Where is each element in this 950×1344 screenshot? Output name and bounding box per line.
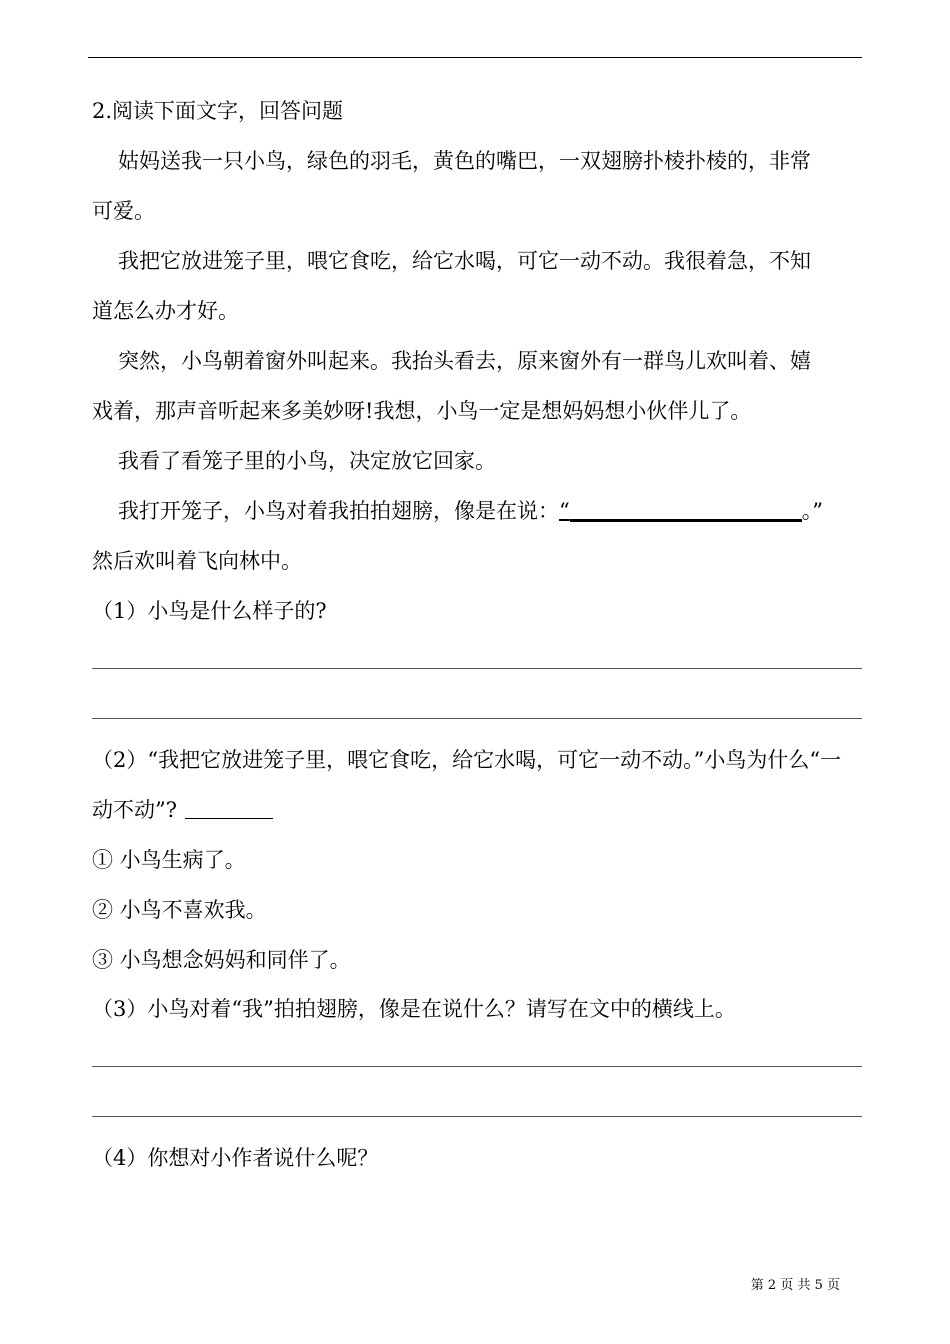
passage-paragraph-2-line-1: 我把它放进笼子里，喂它食吃，给它水喝，可它一动不动。我很着急，不知 <box>118 249 811 273</box>
passage-paragraph-2-line-2: 道怎么办才好。 <box>92 299 239 323</box>
answer-line[interactable] <box>92 718 862 719</box>
passage-paragraph-5-line-1 <box>118 497 823 525</box>
question-1: （1）小鸟是什么样子的? <box>92 599 327 623</box>
answer-line[interactable] <box>92 668 862 669</box>
passage-paragraph-1-line-2: 可爱。 <box>92 199 155 223</box>
question-2-line-2 <box>92 796 273 824</box>
option-3: ③ 小鸟想念妈妈和同伴了。 <box>92 948 351 972</box>
question-3: （3）小鸟对着“我”拍拍翅膀，像是在说什么？请写在文中的横线上。 <box>92 997 736 1021</box>
passage-paragraph-5-line-2: 然后欢叫着飞向林中。 <box>92 549 302 573</box>
option-1: ① 小鸟生病了。 <box>92 848 246 872</box>
question-2-text: 动不动”? <box>92 798 177 822</box>
question-2-line-1: （2）“我把它放进笼子里，喂它食吃，给它水喝，可它一动不动。”小鸟为什么“一 <box>92 748 842 772</box>
option-2: ② 小鸟不喜欢我。 <box>92 898 267 922</box>
answer-line[interactable] <box>92 1066 862 1067</box>
fill-in-blank-short[interactable] <box>185 800 273 819</box>
open-quote: “ <box>559 499 570 523</box>
question-4: （4）你想对小作者说什么呢？ <box>92 1146 379 1170</box>
passage-paragraph-1-line-1: 姑妈送我一只小鸟，绿色的羽毛，黄色的嘴巴，一双翅膀扑棱扑棱的，非常 <box>118 149 811 173</box>
header-rule <box>88 57 862 58</box>
page-number: 第 2 页 共 5 页 <box>750 1278 840 1293</box>
close-quote: 。” <box>801 499 823 523</box>
passage-paragraph-5-text: 我打开笼子，小鸟对着我拍拍翅膀，像是在说： <box>118 499 559 523</box>
passage-paragraph-3-line-1: 突然，小鸟朝着窗外叫起来。我抬头看去，原来窗外有一群鸟儿欢叫着、嬉 <box>118 349 811 373</box>
passage-paragraph-4: 我看了看笼子里的小鸟，决定放它回家。 <box>118 449 496 473</box>
passage-paragraph-3-line-2: 戏着，那声音听起来多美妙呀!我想，小鸟一定是想妈妈想小伙伴儿了。 <box>92 399 752 423</box>
fill-in-blank-long[interactable] <box>570 497 802 522</box>
answer-line[interactable] <box>92 1116 862 1117</box>
section-title: 2.阅读下面文字，回答问题 <box>92 99 344 123</box>
